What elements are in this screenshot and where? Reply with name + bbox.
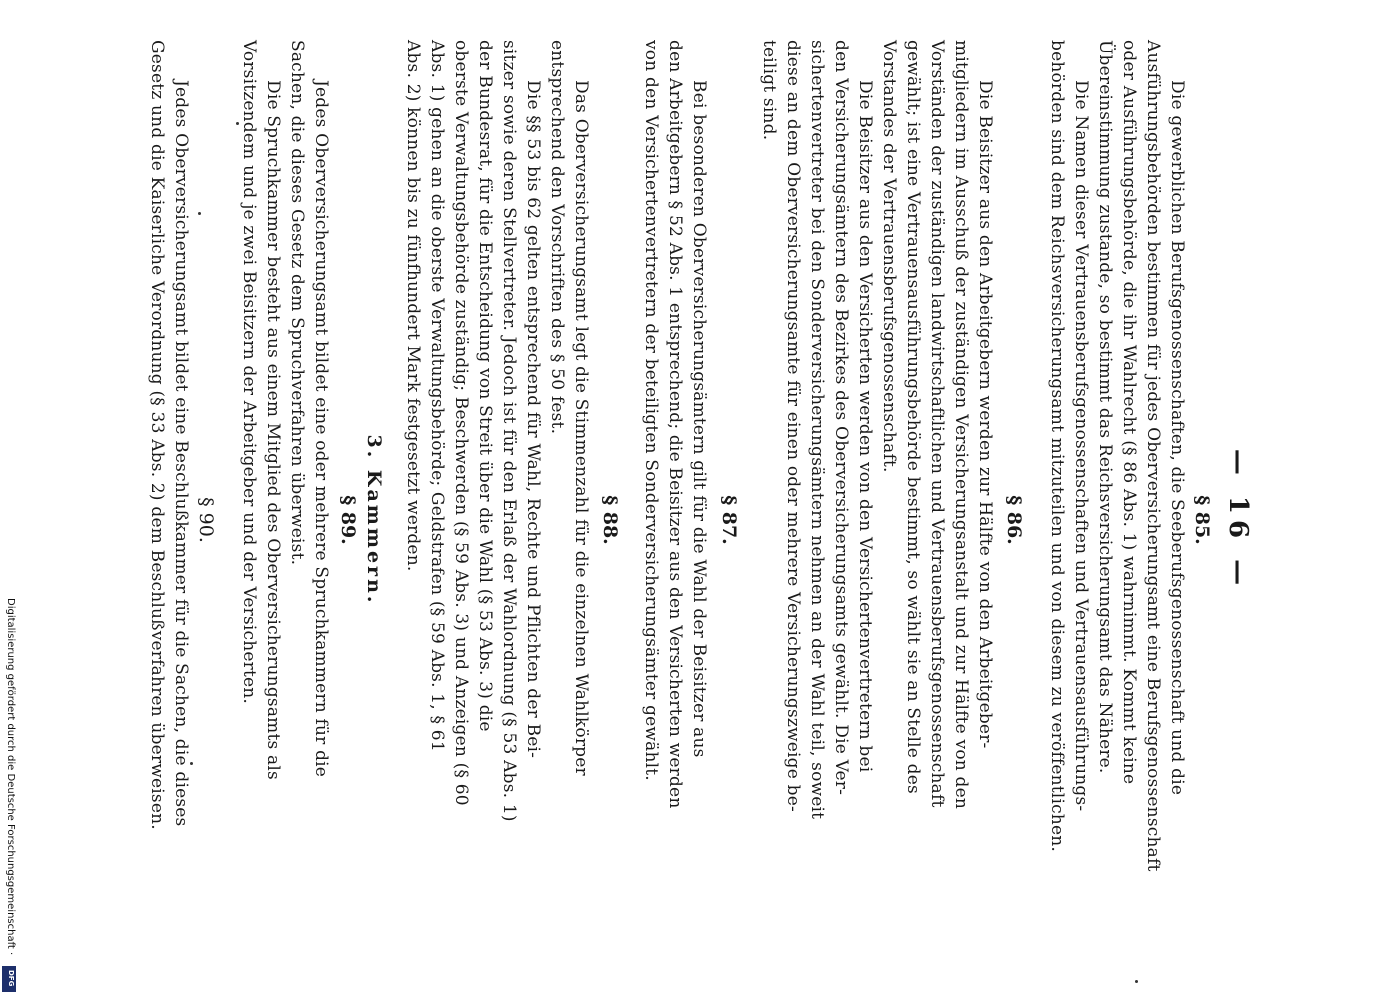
text-line: Vorstandes der Vertrauensberufsgenossenschaft. <box>879 40 899 473</box>
section-heading-89: § 89. <box>337 495 359 545</box>
text-line: diese an dem Oberversicherungsamte für einen oder mehrere Versicherungszweige be- <box>783 40 803 812</box>
text-line: Abs. 1) gehen an die oberste Verwaltungsbehörde; Geldstrafen (§ 59 Abs. 1, § 61 <box>427 40 447 752</box>
dfg-logo <box>2 966 16 992</box>
text-line: Vorständen der zuständigen landwirtschaftlichen und Vertrauensberufsgenossenschaft <box>927 40 947 808</box>
text-line: sitzer sowie deren Stellvertreter. Jedoch ist für den Erlaß der Wahlordnung (§ 53 Abs. 1) <box>499 40 519 822</box>
text-line: Übereinstimmung zustande, so bestimmt das Reichsversicherungsamt das Nähere. <box>1095 40 1115 774</box>
text-line: mitgliedern im Ausschuß der zuständigen Versicherungsanstalt und zur Hälfte von den <box>951 40 971 810</box>
section-heading-88: § 88. <box>599 495 621 545</box>
section-heading-85: § 85. <box>1191 495 1213 545</box>
text-line: oberste Verwaltungsbehörde zuständig; Beschwerden (§ 59 Abs. 3) und Anzeigen (§ 60 <box>451 40 471 806</box>
text-line: Jedes Oberversicherungsamt bildet eine Beschlußkammer für die Sachen, die dieses <box>171 80 191 827</box>
text-line: Bei besonderen Oberversicherungsämtern gilt für die Wahl der Beisitzer aus <box>689 80 709 758</box>
text-line: gewählt; ist eine Vertrauensausführungsbehörde bestimmt, so wählt sie an Stelle des <box>903 40 923 794</box>
section-heading-87: § 87. <box>718 495 740 545</box>
text-line: Abs. 2) können bis zu fünfhundert Mark festgesetzt werden. <box>403 40 423 572</box>
section-heading-90: § 90. <box>195 497 217 543</box>
text-line: von den Versichertenvertretern der beteiligten Sonderversicherungsämter gewählt. <box>641 40 661 781</box>
text-line: Die Namen dieser Vertrauensberufsgenossenschaften und Vertrauensausführungs- <box>1071 80 1091 812</box>
text-line: Die Spruchkammer besteht aus einem Mitglied des Oberversicherungsamts als <box>263 80 283 780</box>
text-line: Die §§ 53 bis 62 gelten entsprechend für Wahl, Rechte und Pflichten der Bei- <box>523 80 543 759</box>
text-line: sichertenvertreter bei den Sonderversicherungsämtern nehmen an der Wahl teil, soweit <box>807 40 827 820</box>
text-line: Die gewerblichen Berufsgenossenschaften, die Seeberufsgenossenschaft und die <box>1167 80 1187 796</box>
rotated-page-content <box>135 40 1253 1000</box>
text-line: den Arbeitgebern § 52 Abs. 1 entsprechend; die Beisitzer aus den Versicherten werden <box>665 40 685 809</box>
page-number: — 16 — <box>1223 448 1253 592</box>
text-line: entsprechend den Vorschriften des § 50 fest. <box>547 40 567 435</box>
text-line: Ausführungsbehörden bestimmen für jedes Oberversicherungsamt eine Berufsgenossenschaft <box>1143 40 1163 872</box>
funding-sidebar <box>2 598 16 998</box>
funding-note: Digitalisierung gefördert durch die Deutsche Forschungsgemeinschaft · <box>5 598 16 956</box>
text-line: Sachen, die dieses Gesetz dem Spruchverfahren überweist. <box>287 40 307 566</box>
text-line: oder Ausführungsbehörde, die ihr Wahlrecht (§ 86 Abs. 1) wahrnimmt. Kommt keine <box>1119 40 1139 785</box>
text-line: Das Oberversicherungsamt legt die Stimmenzahl für die einzelnen Wahlkörper <box>571 80 591 776</box>
text-line: Die Beisitzer aus den Arbeitgebern werden zur Hälfte von den Arbeitgeber- <box>975 80 995 749</box>
text-line: Vorsitzendem und je zwei Beisitzern der Arbeitgeber und der Versicherten. <box>239 40 259 705</box>
text-line: Gesetz und die Kaiserliche Verordnung (§ 33 Abs. 2) dem Beschlußverfahren überweisen. <box>147 40 167 830</box>
text-line: teiligt sind. <box>759 40 779 141</box>
dfg-logo-text: DFG <box>7 970 15 987</box>
text-line: behörden sind dem Reichsversicherungsamt mitzuteilen und von diesem zu veröffentlichen. <box>1047 40 1067 852</box>
text-line: den Versicherungsämtern des Bezirkes des Oberversicherungsamts gewählt. Die Ver- <box>831 40 851 796</box>
text-line: der Bundesrat, für die Entscheidung von Streit über die Wahl (§ 53 Abs. 3) die <box>475 40 495 732</box>
text-line: Die Beisitzer aus den Versicherten werden von den Versichertenvertretern bei <box>855 80 875 773</box>
section-heading-86: § 86. <box>1003 495 1025 545</box>
chapter-subheading: 3. Kammern. <box>363 434 385 606</box>
text-line: Jedes Oberversicherungsamt bildet eine oder mehrere Spruchkammern für die <box>311 80 331 778</box>
